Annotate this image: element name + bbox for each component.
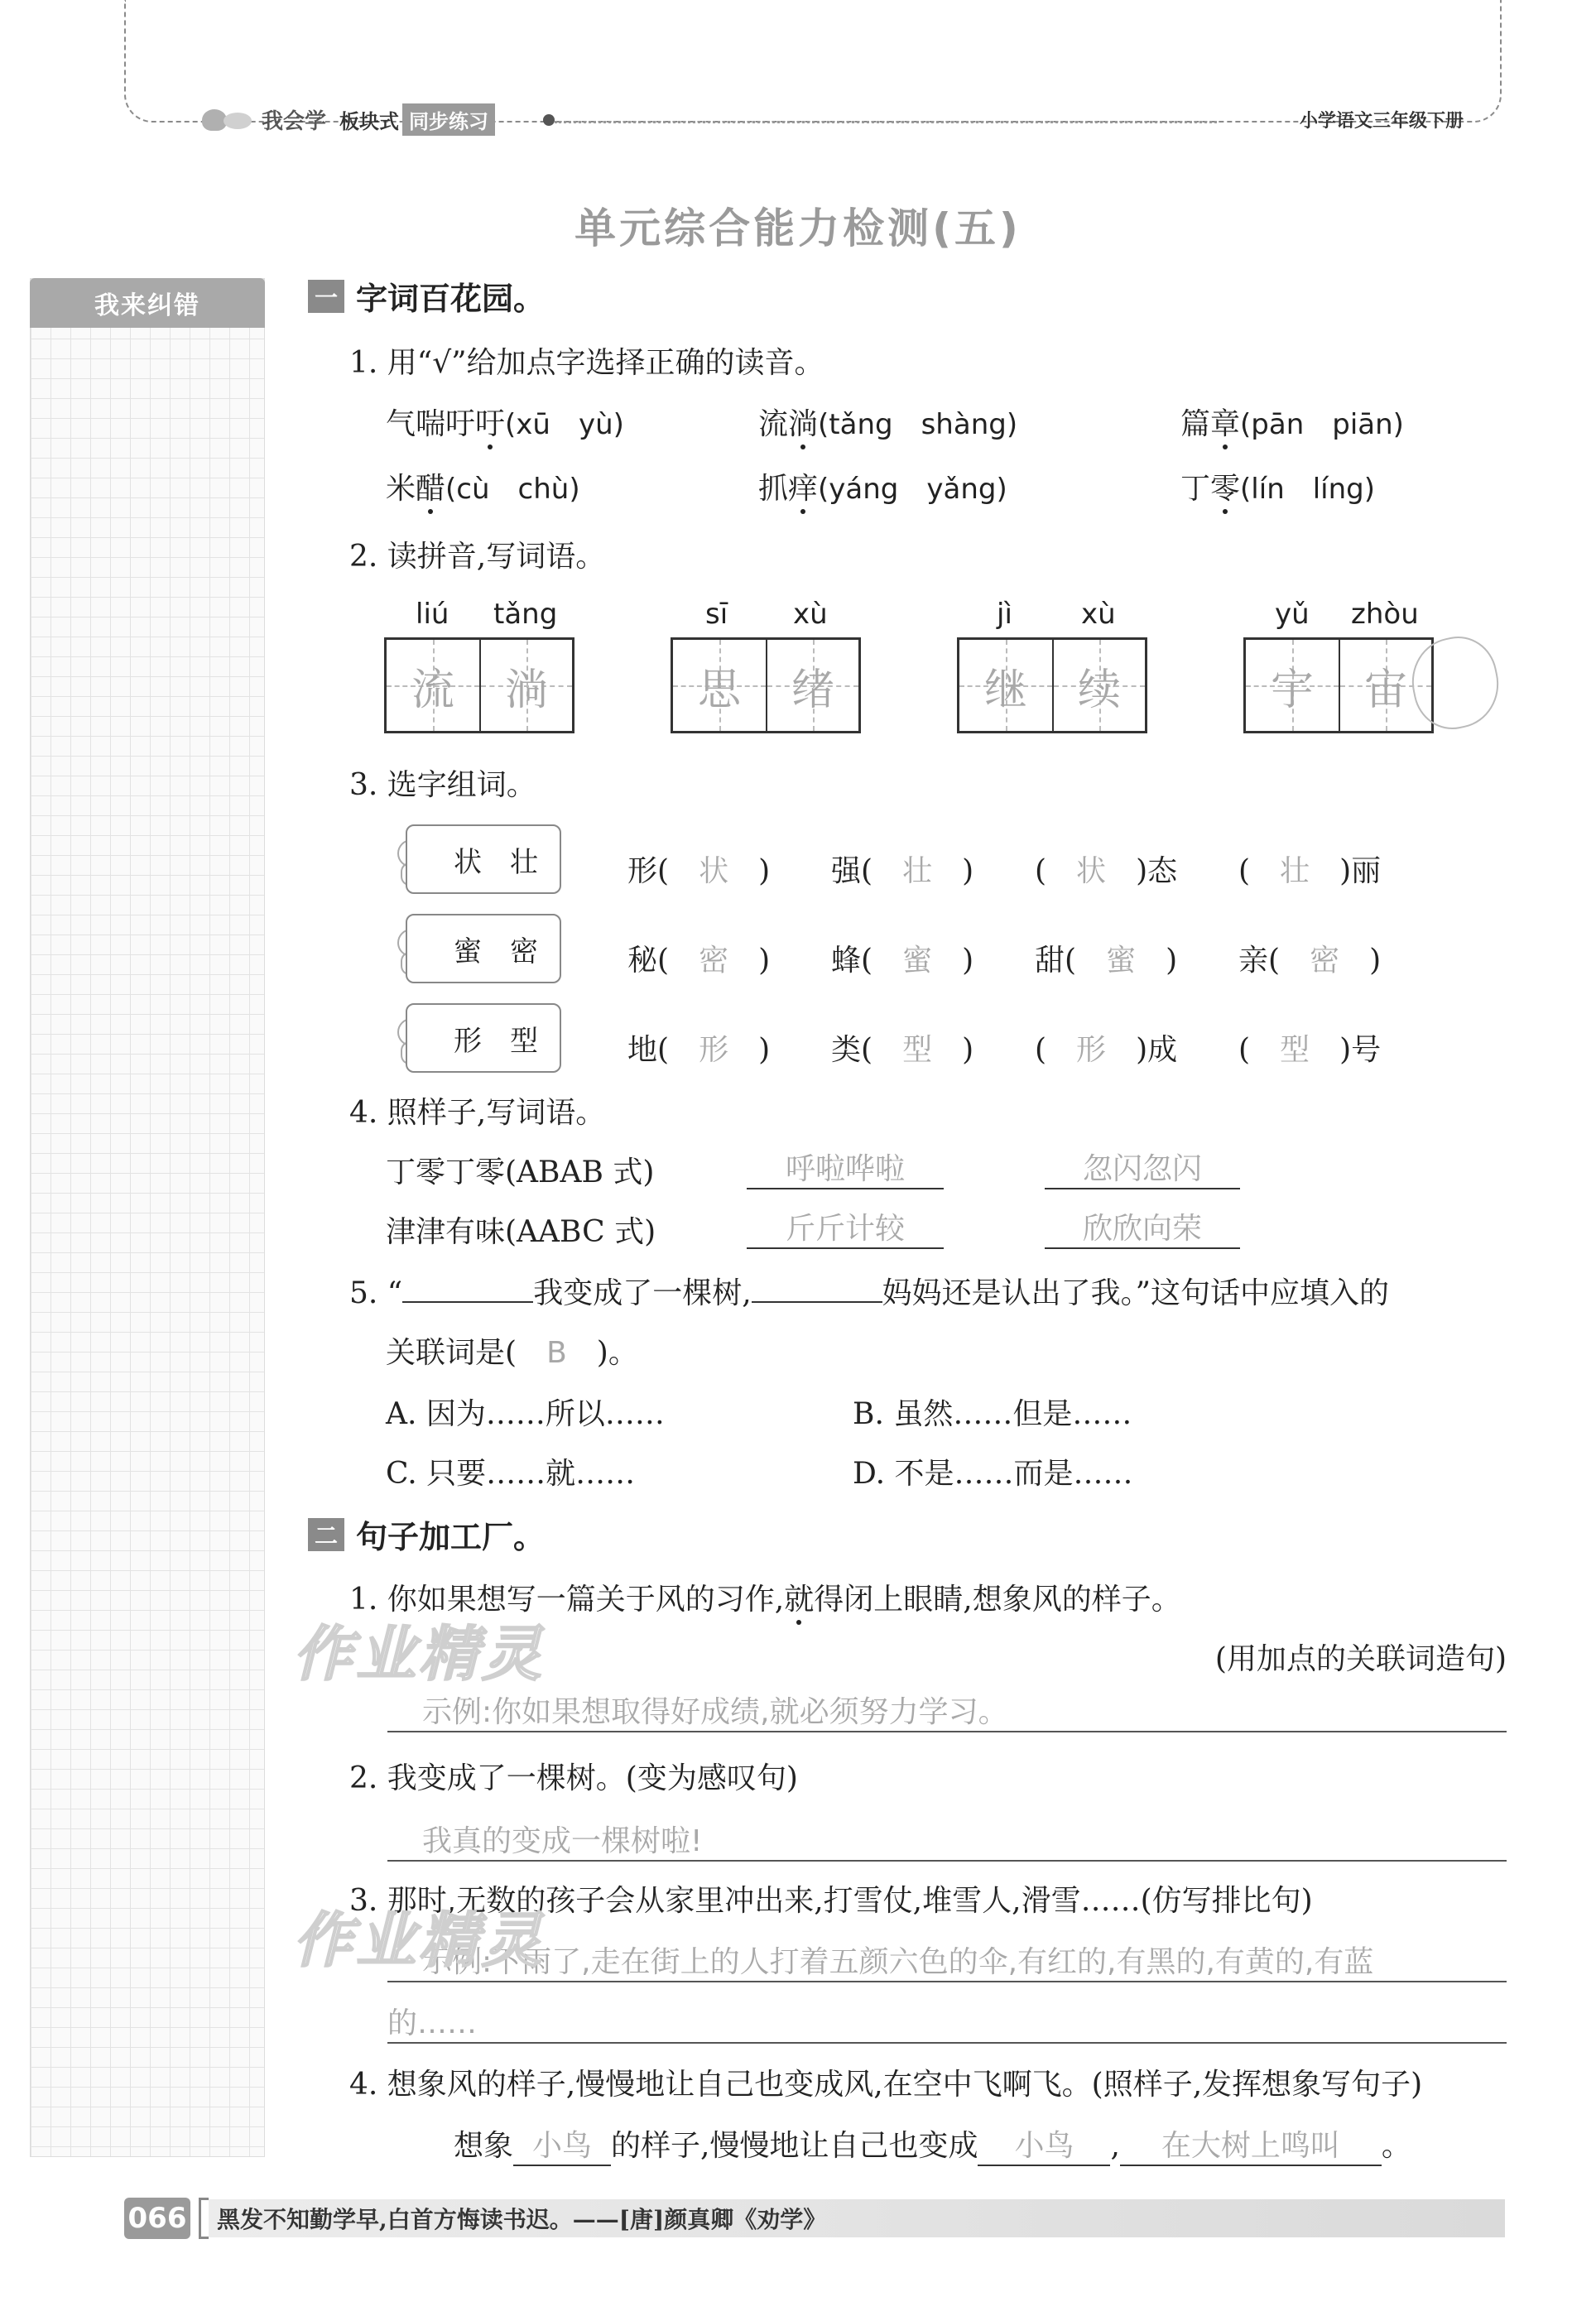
q3-r2-i1: 秘( 密 ) bbox=[627, 944, 771, 978]
footer bbox=[124, 2195, 1505, 2242]
write-grid-2[interactable] bbox=[671, 637, 861, 733]
q5-option-a: A. 因为……所以…… bbox=[386, 1397, 665, 1431]
watermark: 作业精灵 bbox=[293, 1619, 546, 1689]
grid-cell: 宙 bbox=[1339, 640, 1431, 731]
q3-r1-i1: 形( 状 ) bbox=[627, 854, 771, 888]
s2-q3-answer-line-2[interactable]: 的…… bbox=[387, 2000, 1507, 2044]
q3-r3-i2: 类( 型 ) bbox=[831, 1033, 974, 1067]
grid-cell: 淌 bbox=[479, 640, 572, 731]
s2-q1: 1. 你如果想写一篇关于风的习作,就得闭上眼睛,想象风的样子。 bbox=[349, 1583, 1181, 1617]
q3-r3-i4: ( 型 )号 bbox=[1238, 1033, 1382, 1067]
grid-cell: 宇 bbox=[1246, 640, 1339, 731]
grid-cell: 流 bbox=[387, 640, 479, 731]
q3-r2-i2: 蜂( 蜜 ) bbox=[831, 944, 974, 978]
grid-cell: 续 bbox=[1052, 640, 1145, 731]
q1-item-5: 抓痒(yáng yǎng) bbox=[758, 472, 1007, 506]
s2-q3: 3. 那时,无数的孩子会从家里冲出来,打雪仗,堆雪人,滑雪……(仿写排比句) bbox=[349, 1884, 1313, 1918]
section-1-heading bbox=[308, 273, 545, 319]
pinyin: xù bbox=[793, 598, 828, 631]
q3-r2-i4: 亲( 密 ) bbox=[1238, 944, 1382, 978]
q3-r1-i3: ( 状 )态 bbox=[1035, 854, 1178, 888]
brand-name: 我会学 bbox=[262, 108, 327, 134]
section-1-label: 字词百花园。 bbox=[356, 281, 546, 317]
s2-q4-blank-1[interactable]: 小鸟 bbox=[513, 2122, 611, 2166]
s2-q4-blank-3[interactable]: 在大树上鸣叫 bbox=[1120, 2122, 1382, 2166]
correction-grid[interactable] bbox=[30, 278, 265, 2157]
q5-blank-1[interactable] bbox=[402, 1301, 533, 1303]
s2-q1-answer[interactable]: 示例:你如果想取得好成绩,就必须努力学习。 bbox=[387, 1689, 1507, 1732]
pinyin: liú bbox=[416, 598, 449, 631]
pinyin: tǎng bbox=[493, 598, 558, 631]
section-1-badge: 一 bbox=[308, 280, 344, 313]
q5-option-d: D. 不是……而是…… bbox=[853, 1457, 1133, 1491]
pinyin: jì bbox=[997, 598, 1012, 631]
q4-r1-answer-1[interactable]: 呼啦哗啦 bbox=[747, 1146, 944, 1189]
q3-prompt: 3. 选字组词。 bbox=[349, 768, 536, 802]
choice-box-1: 状 壮 bbox=[406, 824, 561, 894]
s2-q4-sentence: 想象 小鸟 的样子,慢慢地让自己也变成 小鸟 , 在大树上鸣叫 。 bbox=[454, 2122, 1411, 2166]
choice-box-2: 蜜 密 bbox=[406, 914, 561, 983]
s2-q2-answer[interactable]: 我真的变成一棵树啦! bbox=[387, 1818, 1507, 1862]
pinyin: xù bbox=[1081, 598, 1116, 631]
q2-prompt: 2. 读拼音,写词语。 bbox=[349, 540, 606, 574]
grid-cell: 绪 bbox=[766, 640, 858, 731]
pinyin: sī bbox=[705, 598, 728, 631]
pinyin: zhòu bbox=[1351, 598, 1419, 631]
q4-r2-label: 津津有味(AABC 式) bbox=[386, 1215, 656, 1249]
s2-q4-blank-2[interactable]: 小鸟 bbox=[978, 2122, 1110, 2166]
q1-item-4: 米醋(cù chù) bbox=[386, 472, 580, 506]
q1-item-3: 篇章(pān piān) bbox=[1180, 407, 1404, 441]
section-2-badge: 二 bbox=[308, 1518, 344, 1551]
q5-option-c: C. 只要……就…… bbox=[386, 1457, 636, 1491]
q5-blank-2[interactable] bbox=[752, 1301, 882, 1303]
q3-r1-i2: 强( 壮 ) bbox=[831, 854, 974, 888]
q5-line-2: 关联词是( B )。 bbox=[386, 1336, 638, 1370]
q5-option-b: B. 虽然……但是…… bbox=[853, 1397, 1132, 1431]
write-grid-4[interactable] bbox=[1243, 637, 1434, 733]
write-grid-1[interactable] bbox=[384, 637, 574, 733]
q4-prompt: 4. 照样子,写词语。 bbox=[349, 1096, 606, 1130]
q3-r1-i4: ( 壮 )丽 bbox=[1238, 854, 1382, 888]
q3-r2-i3: 甜( 蜜 ) bbox=[1035, 944, 1178, 978]
q4-r2-answer-1[interactable]: 斤斤计较 bbox=[747, 1205, 944, 1249]
s2-q3-answer-line-1[interactable]: 示例:下雨了,走在街上的人打着五颜六色的伞,有红的,有黑的,有黄的,有蓝 bbox=[387, 1939, 1507, 1982]
series-tag: 同步练习 bbox=[402, 103, 495, 136]
grid-cell: 思 bbox=[673, 640, 766, 731]
watermark: 作业精灵 bbox=[293, 1905, 546, 1975]
s2-q4: 4. 想象风的样子,慢慢地让自己也变成风,在空中飞啊飞。(照样子,发挥想象写句子) bbox=[349, 2068, 1423, 2102]
header-dot-icon bbox=[543, 114, 555, 126]
footer-motto: 黑发不知勤学早,白首方悔读书迟。——[唐]颜真卿《劝学》 bbox=[209, 2199, 1505, 2237]
section-2-heading bbox=[308, 1511, 545, 1557]
write-grid-3[interactable] bbox=[957, 637, 1147, 733]
sidebar-tab: 我来纠错 bbox=[30, 278, 265, 328]
q1-item-1: 气喘吁吁(xū yù) bbox=[386, 407, 624, 441]
page-number: 066 bbox=[124, 2198, 190, 2239]
q4-r1-answer-2[interactable]: 忽闪忽闪 bbox=[1045, 1146, 1240, 1189]
header-brand bbox=[199, 98, 495, 141]
brand-logo-icon bbox=[199, 104, 257, 134]
choice-box-3: 形 型 bbox=[406, 1003, 561, 1073]
header-divider bbox=[555, 121, 1217, 123]
q3-r3-i1: 地( 形 ) bbox=[627, 1033, 771, 1067]
q1-prompt: 1. 用“√”给加点字选择正确的读音。 bbox=[349, 346, 824, 380]
q3-r3-i3: ( 形 )成 bbox=[1035, 1033, 1178, 1067]
q1-item-2: 流淌(tǎng shàng) bbox=[758, 407, 1018, 441]
q1-item-6: 丁零(lín líng) bbox=[1180, 472, 1376, 506]
grid-cell: 继 bbox=[959, 640, 1052, 731]
pinyin: yǔ bbox=[1275, 598, 1310, 631]
footer-bracket bbox=[199, 2198, 209, 2239]
q5-line-1: 5. “ 我变成了一棵树, 妈妈还是认出了我。”这句话中应填入的 bbox=[349, 1276, 1390, 1310]
q4-r2-answer-2[interactable]: 欣欣向荣 bbox=[1045, 1205, 1240, 1249]
series-name: 板块式 bbox=[339, 109, 400, 133]
section-2-label: 句子加工厂。 bbox=[356, 1519, 546, 1555]
q4-r1-label: 丁零丁零(ABAB 式) bbox=[386, 1156, 655, 1189]
s2-q2: 2. 我变成了一棵树。(变为感叹句) bbox=[349, 1761, 798, 1795]
s2-q1-hint: (用加点的关联词造句) bbox=[1214, 1642, 1507, 1676]
page-title: 单元综合能力检测(五) bbox=[574, 204, 1022, 252]
book-name: 小学语文三年级下册 bbox=[1299, 110, 1464, 132]
